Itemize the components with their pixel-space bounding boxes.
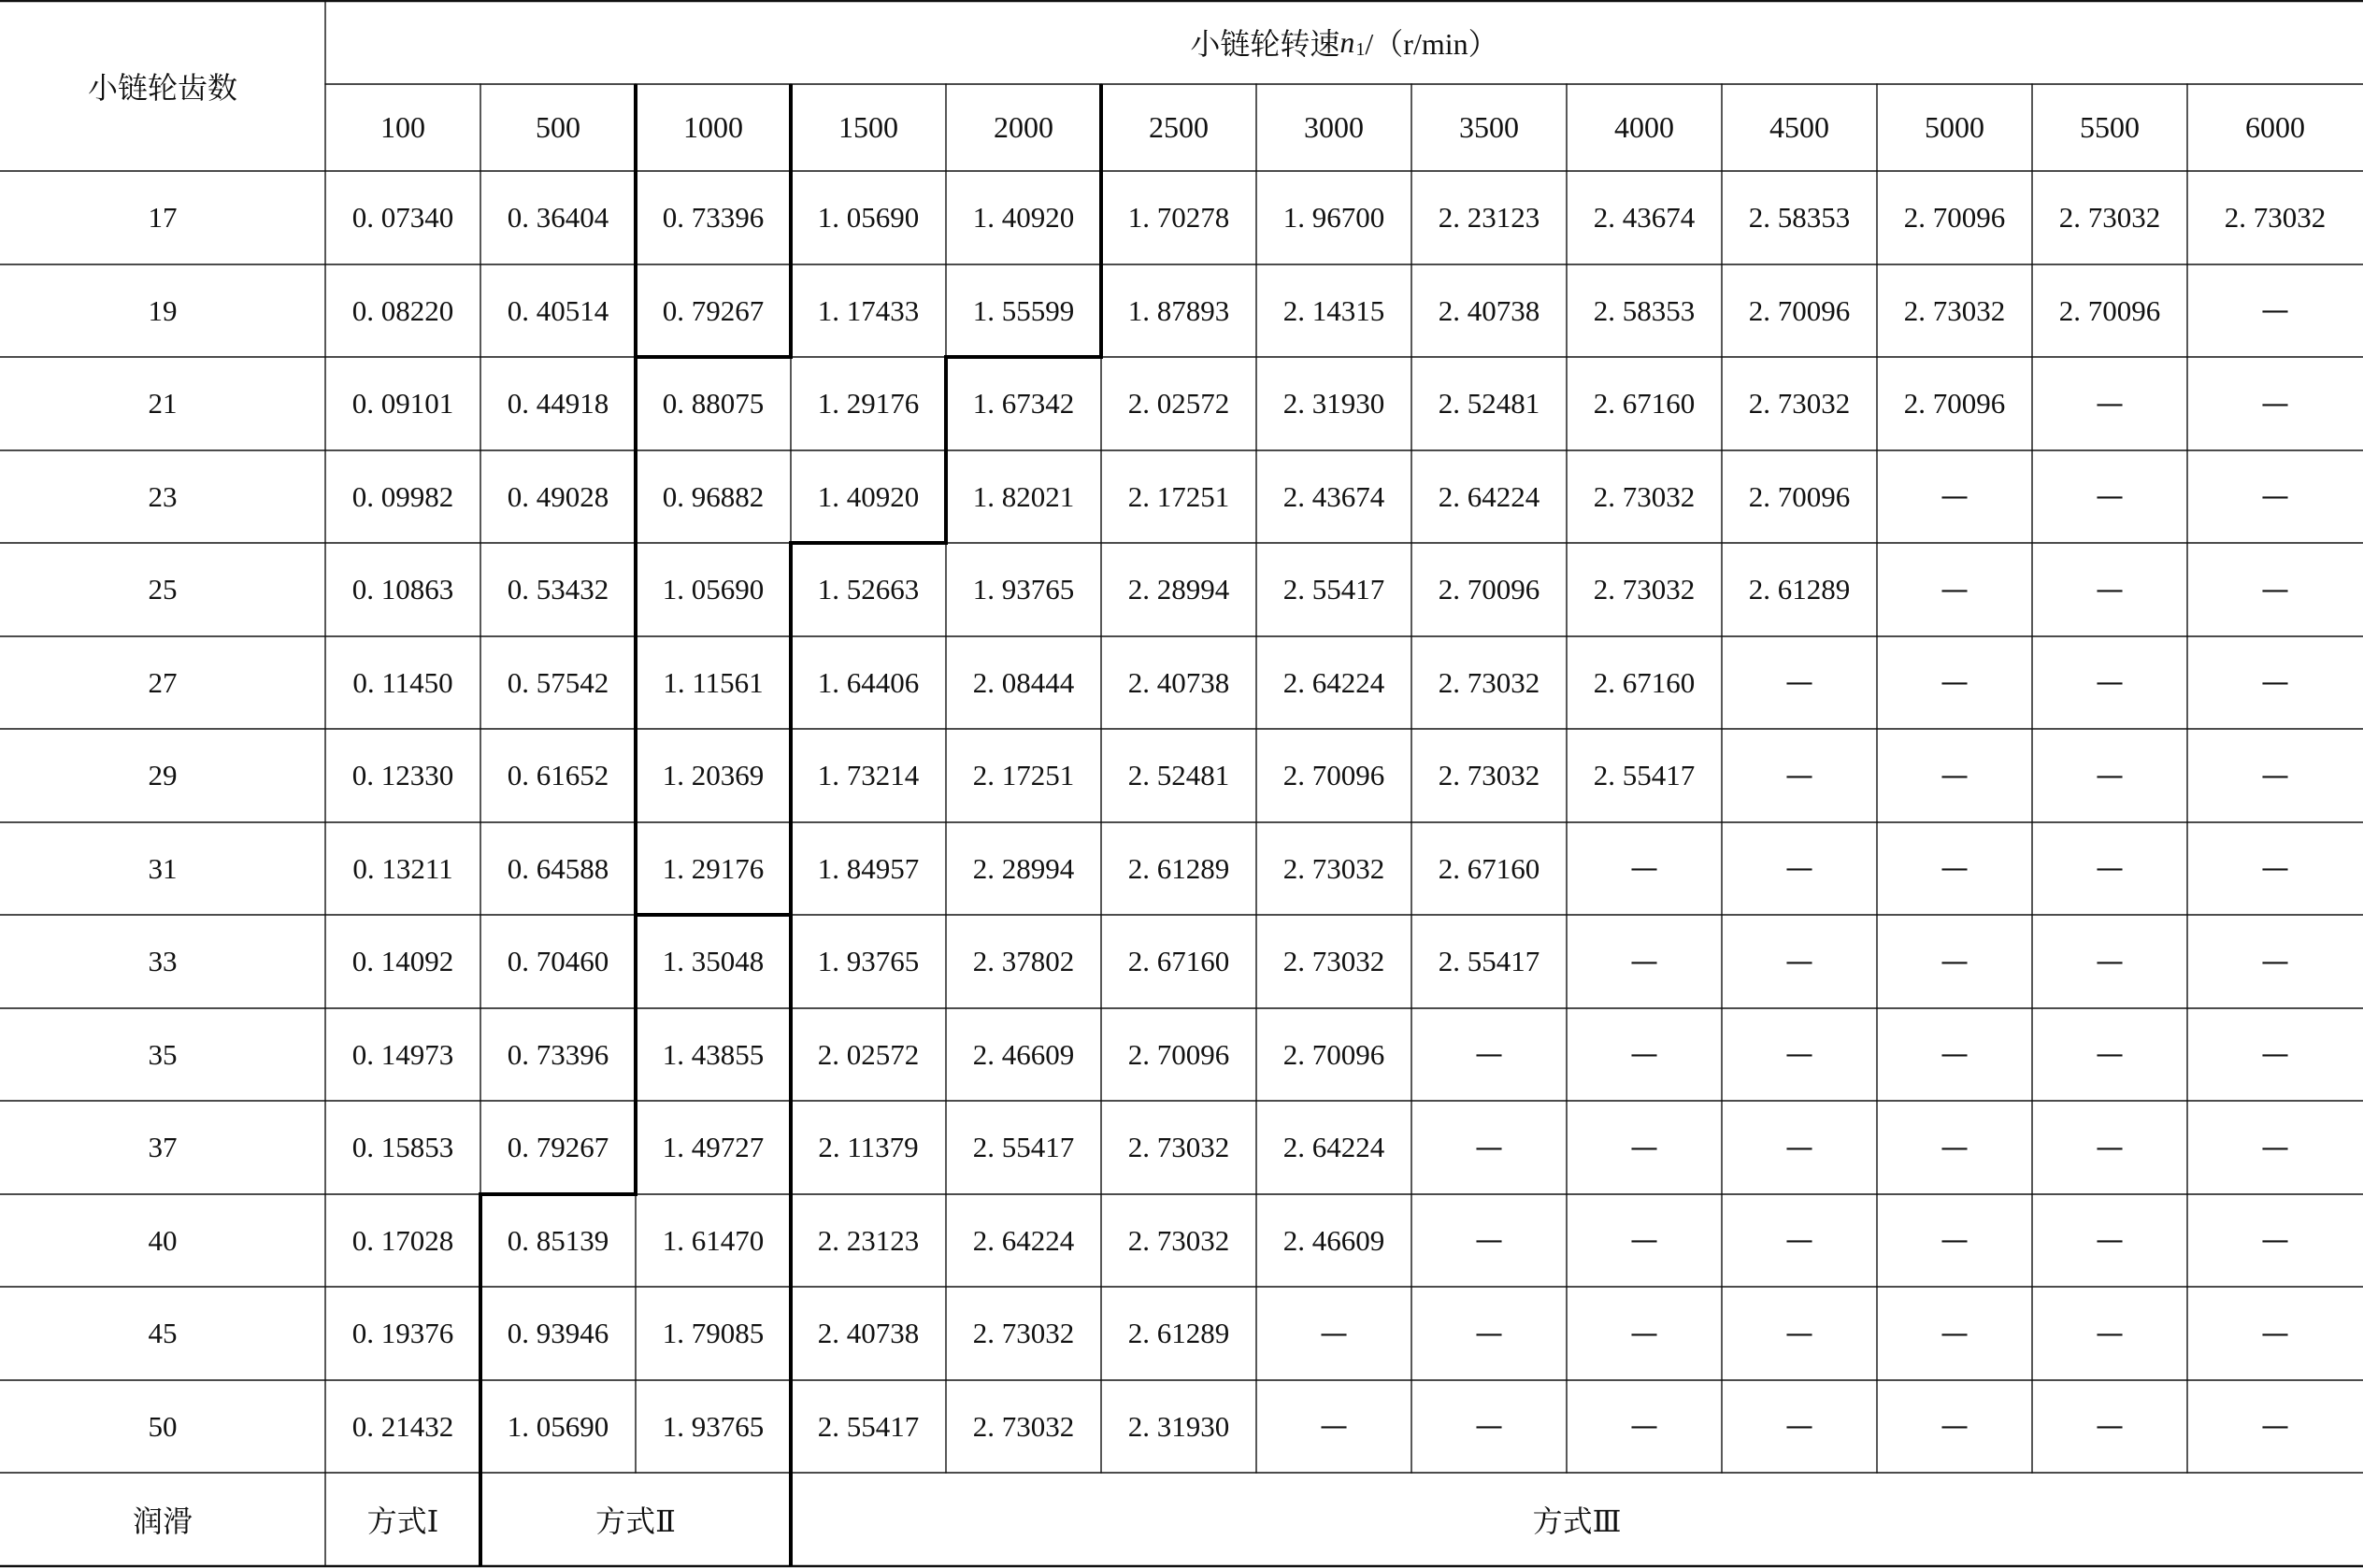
power-value-cell: 2. 52481 xyxy=(1438,387,1540,420)
power-value-cell: 1. 05690 xyxy=(662,573,765,606)
power-value-cell: 2. 02572 xyxy=(1127,387,1230,420)
power-value-cell: 1. 49727 xyxy=(662,1131,765,1163)
power-value-cell: 2. 52481 xyxy=(1127,759,1230,791)
power-value-cell: 0. 49028 xyxy=(507,479,609,513)
power-value-cell: 2. 73032 xyxy=(1593,573,1696,606)
empty-value-cell: — xyxy=(2261,852,2289,885)
power-value-cell: 2. 61289 xyxy=(1127,1317,1230,1349)
lubrication-label: 润滑 xyxy=(132,1504,193,1538)
power-value-cell: 0. 88075 xyxy=(662,387,765,420)
empty-value-cell: — xyxy=(1630,852,1658,885)
power-value-cell: 1. 87893 xyxy=(1127,293,1230,327)
power-value-cell: 1. 61470 xyxy=(662,1223,765,1257)
empty-value-cell: — xyxy=(1941,759,1969,792)
empty-value-cell: — xyxy=(1475,1131,1503,1164)
speed-label-text: 小链轮转速 xyxy=(1190,27,1340,61)
empty-value-cell: — xyxy=(1941,852,1969,885)
empty-value-cell: — xyxy=(2261,294,2289,327)
speed-unit: /（r/min） xyxy=(1365,27,1498,61)
speed-header xyxy=(325,0,2363,84)
power-value-cell: 2. 31930 xyxy=(1127,1409,1230,1443)
teeth-count-cell: 25 xyxy=(148,573,178,606)
power-value-cell: 0. 70460 xyxy=(507,945,609,977)
power-value-cell: 2. 40738 xyxy=(1127,665,1230,699)
power-value-cell: 1. 40920 xyxy=(972,201,1075,234)
power-value-cell: 1. 79085 xyxy=(662,1317,765,1349)
power-value-cell: 2. 64224 xyxy=(1282,665,1385,699)
power-value-cell: 0. 36404 xyxy=(507,201,609,234)
empty-value-cell: — xyxy=(2096,1317,2124,1350)
empty-value-cell: — xyxy=(1785,759,1813,792)
power-value-cell: 2. 70096 xyxy=(1282,759,1385,791)
power-value-cell: 2. 14315 xyxy=(1282,293,1385,327)
empty-value-cell: — xyxy=(1320,1410,1348,1443)
speed-column-header: 3000 xyxy=(1304,110,1364,144)
power-value-cell: 0. 08220 xyxy=(351,293,454,327)
power-value-cell: 1. 70278 xyxy=(1127,201,1230,234)
empty-value-cell: — xyxy=(2096,1410,2124,1443)
power-value-cell: 2. 67160 xyxy=(1127,945,1230,977)
empty-value-cell: — xyxy=(1941,573,1969,606)
power-value-cell: 1. 20369 xyxy=(662,759,765,791)
power-value-cell: 1. 82021 xyxy=(972,479,1075,513)
power-value-cell: 2. 70096 xyxy=(1903,387,2006,420)
empty-value-cell: — xyxy=(1941,666,1969,699)
empty-value-cell: — xyxy=(1785,1317,1813,1350)
teeth-count-cell: 50 xyxy=(148,1409,178,1443)
empty-value-cell: — xyxy=(1785,1038,1813,1071)
power-value-cell: 2. 61289 xyxy=(1748,573,1851,606)
speed-column-header: 1500 xyxy=(838,110,898,144)
power-value-cell: 0. 40514 xyxy=(507,293,609,327)
power-value-cell: 0. 79267 xyxy=(507,1131,609,1163)
power-value-cell: 2. 55417 xyxy=(1282,573,1385,606)
power-value-cell: 1. 43855 xyxy=(662,1037,765,1071)
power-value-cell: 2. 46609 xyxy=(972,1037,1075,1071)
empty-value-cell: — xyxy=(1941,480,1969,513)
lubrication-method-2: 方式Ⅱ xyxy=(595,1504,676,1538)
power-value-cell: 2. 70096 xyxy=(2058,293,2161,327)
speed-column-header: 5000 xyxy=(1925,110,1984,144)
power-value-cell: 1. 05690 xyxy=(817,201,920,234)
power-value-cell: 2. 73032 xyxy=(1282,851,1385,885)
empty-value-cell: — xyxy=(2261,1317,2289,1350)
speed-subscript: 1 xyxy=(1355,38,1366,60)
speed-column-header: 6000 xyxy=(2245,110,2305,144)
speed-symbol: n xyxy=(1339,24,1355,59)
empty-value-cell: — xyxy=(1630,1038,1658,1071)
power-value-cell: 2. 70096 xyxy=(1748,293,1851,327)
power-value-cell: 2. 61289 xyxy=(1127,851,1230,885)
empty-value-cell: — xyxy=(1475,1317,1503,1350)
empty-value-cell: — xyxy=(1941,1038,1969,1071)
power-value-cell: 2. 64224 xyxy=(1282,1131,1385,1163)
power-value-cell: 1. 84957 xyxy=(817,851,920,885)
power-value-cell: 2. 73032 xyxy=(1282,945,1385,977)
power-value-cell: 2. 43674 xyxy=(1593,201,1696,234)
empty-value-cell: — xyxy=(2096,1131,2124,1164)
power-value-cell: 2. 73032 xyxy=(2224,201,2327,234)
lubrication-method-1: 方式Ⅰ xyxy=(366,1504,439,1538)
empty-value-cell: — xyxy=(2261,387,2289,421)
speed-column-header: 2500 xyxy=(1149,110,1209,144)
power-value-cell: 1. 40920 xyxy=(817,479,920,513)
speed-column-header: 4000 xyxy=(1614,110,1674,144)
power-value-cell: 2. 73032 xyxy=(1127,1223,1230,1257)
lubrication-method-3: 方式Ⅲ xyxy=(1532,1504,1622,1538)
empty-value-cell: — xyxy=(2261,666,2289,699)
empty-value-cell: — xyxy=(1320,1317,1348,1350)
speed-column-header: 5500 xyxy=(2080,110,2140,144)
power-value-cell: 1. 05690 xyxy=(507,1409,609,1443)
empty-value-cell: — xyxy=(1941,1224,1969,1257)
power-value-cell: 2. 67160 xyxy=(1438,851,1540,885)
power-value-cell: 0. 85139 xyxy=(507,1223,609,1257)
teeth-count-cell: 31 xyxy=(148,851,178,885)
teeth-count-cell: 19 xyxy=(148,293,178,327)
power-value-cell: 2. 73032 xyxy=(972,1317,1075,1349)
empty-value-cell: — xyxy=(1785,945,1813,978)
power-value-cell: 1. 73214 xyxy=(817,759,920,791)
power-value-cell: 1. 64406 xyxy=(817,665,920,699)
power-value-cell: 2. 31930 xyxy=(1282,387,1385,420)
power-value-cell: 0. 73396 xyxy=(662,201,765,234)
empty-value-cell: — xyxy=(1941,1317,1969,1350)
power-value-cell: 2. 73032 xyxy=(1903,293,2006,327)
power-value-cell: 0. 96882 xyxy=(662,479,765,513)
power-value-cell: 2. 70096 xyxy=(1282,1037,1385,1071)
power-value-cell: 0. 44918 xyxy=(507,387,609,420)
power-value-cell: 2. 58353 xyxy=(1748,201,1851,234)
teeth-count-cell: 29 xyxy=(148,759,178,791)
speed-column-header: 500 xyxy=(536,110,580,144)
teeth-count-cell: 45 xyxy=(148,1317,178,1349)
power-value-cell: 0. 19376 xyxy=(351,1317,454,1349)
power-value-cell: 2. 55417 xyxy=(972,1131,1075,1163)
row-header-teeth: 小链轮齿数 xyxy=(87,70,237,105)
power-value-cell: 2. 64224 xyxy=(972,1223,1075,1257)
power-value-cell: 0. 15853 xyxy=(351,1131,454,1163)
empty-value-cell: — xyxy=(1785,1410,1813,1443)
power-value-cell: 1. 29176 xyxy=(662,851,765,885)
power-value-cell: 2. 73032 xyxy=(1748,387,1851,420)
speed-column-header: 4500 xyxy=(1769,110,1829,144)
empty-value-cell: — xyxy=(1630,1410,1658,1443)
empty-value-cell: — xyxy=(1785,852,1813,885)
power-value-cell: 2. 17251 xyxy=(1127,479,1230,513)
power-value-cell: 2. 37802 xyxy=(972,945,1075,977)
power-value-cell: 1. 17433 xyxy=(817,293,920,327)
power-value-cell: 1. 93765 xyxy=(972,573,1075,606)
empty-value-cell: — xyxy=(1785,1224,1813,1257)
power-value-cell: 0. 10863 xyxy=(351,573,454,606)
empty-value-cell: — xyxy=(2096,573,2124,606)
empty-value-cell: — xyxy=(2096,852,2124,885)
empty-value-cell: — xyxy=(2096,1224,2124,1257)
empty-value-cell: — xyxy=(2261,573,2289,606)
empty-value-cell: — xyxy=(1475,1410,1503,1443)
power-value-cell: 2. 23123 xyxy=(817,1223,920,1257)
power-value-cell: 2. 64224 xyxy=(1438,479,1540,513)
empty-value-cell: — xyxy=(2096,1038,2124,1071)
power-value-cell: 1. 35048 xyxy=(662,945,765,977)
power-value-cell: 2. 55417 xyxy=(1593,759,1696,791)
empty-value-cell: — xyxy=(1475,1224,1503,1257)
power-value-cell: 0. 64588 xyxy=(507,851,609,885)
power-value-cell: 1. 67342 xyxy=(972,387,1075,420)
power-value-cell: 2. 73032 xyxy=(2058,201,2161,234)
power-value-cell: 2. 73032 xyxy=(1438,665,1540,699)
power-value-cell: 0. 21432 xyxy=(351,1409,454,1443)
power-value-cell: 2. 70096 xyxy=(1127,1037,1230,1071)
power-value-cell: 1. 52663 xyxy=(817,573,920,606)
power-value-cell: 0. 12330 xyxy=(351,759,454,791)
power-value-cell: 1. 29176 xyxy=(817,387,920,420)
power-value-cell: 0. 61652 xyxy=(507,759,609,791)
empty-value-cell: — xyxy=(2096,945,2124,978)
power-value-cell: 0. 09982 xyxy=(351,479,454,513)
empty-value-cell: — xyxy=(1941,1410,1969,1443)
empty-value-cell: — xyxy=(2261,945,2289,978)
power-value-cell: 2. 08444 xyxy=(972,665,1075,699)
teeth-count-cell: 23 xyxy=(148,479,178,513)
power-value-cell: 1. 96700 xyxy=(1282,201,1385,234)
power-value-cell: 0. 14092 xyxy=(351,945,454,977)
power-value-cell: 0. 13211 xyxy=(352,851,453,885)
empty-value-cell: — xyxy=(2261,480,2289,513)
power-value-cell: 2. 11379 xyxy=(818,1131,919,1163)
speed-column-header: 1000 xyxy=(683,110,743,144)
power-value-cell: 2. 55417 xyxy=(817,1409,920,1443)
power-value-cell: 0. 79267 xyxy=(662,293,765,327)
empty-value-cell: — xyxy=(2096,666,2124,699)
teeth-count-cell: 17 xyxy=(148,201,178,234)
power-value-cell: 2. 67160 xyxy=(1593,387,1696,420)
empty-value-cell: — xyxy=(1630,1131,1658,1164)
power-value-cell: 2. 73032 xyxy=(1438,759,1540,791)
empty-value-cell: — xyxy=(1630,945,1658,978)
power-value-cell: 2. 55417 xyxy=(1438,945,1540,977)
teeth-count-cell: 40 xyxy=(148,1223,178,1257)
empty-value-cell: — xyxy=(1941,945,1969,978)
teeth-count-cell: 27 xyxy=(148,665,178,699)
empty-value-cell: — xyxy=(1941,1131,1969,1164)
teeth-count-cell: 37 xyxy=(148,1131,178,1163)
empty-value-cell: — xyxy=(2261,1224,2289,1257)
power-value-cell: 2. 17251 xyxy=(972,759,1075,791)
power-value-cell: 1. 55599 xyxy=(972,293,1075,327)
empty-value-cell: — xyxy=(1785,1131,1813,1164)
empty-value-cell: — xyxy=(2261,1131,2289,1164)
empty-value-cell: — xyxy=(2096,387,2124,421)
power-value-cell: 2. 73032 xyxy=(1127,1131,1230,1163)
power-value-cell: 2. 70096 xyxy=(1748,479,1851,513)
power-value-cell: 2. 70096 xyxy=(1438,573,1540,606)
empty-value-cell: — xyxy=(2096,759,2124,792)
empty-value-cell: — xyxy=(2261,1410,2289,1443)
empty-value-cell: — xyxy=(1785,666,1813,699)
power-value-cell: 1. 11561 xyxy=(663,665,764,699)
power-value-cell: 1. 93765 xyxy=(662,1409,765,1443)
power-value-cell: 2. 43674 xyxy=(1282,479,1385,513)
teeth-count-cell: 33 xyxy=(148,945,178,977)
power-value-cell: 0. 53432 xyxy=(507,573,609,606)
power-value-cell: 0. 09101 xyxy=(351,387,454,420)
power-value-cell: 0. 93946 xyxy=(507,1317,609,1349)
power-value-cell: 0. 73396 xyxy=(507,1037,609,1071)
empty-value-cell: — xyxy=(2261,759,2289,792)
power-value-cell: 2. 46609 xyxy=(1282,1223,1385,1257)
power-value-cell: 2. 28994 xyxy=(1127,573,1230,606)
power-value-cell: 1. 93765 xyxy=(817,945,920,977)
speed-column-header: 100 xyxy=(380,110,425,144)
empty-value-cell: — xyxy=(1630,1317,1658,1350)
power-value-cell: 2. 58353 xyxy=(1593,293,1696,327)
power-value-cell: 2. 73032 xyxy=(972,1409,1075,1443)
power-value-cell: 2. 70096 xyxy=(1903,201,2006,234)
power-value-cell: 2. 28994 xyxy=(972,851,1075,885)
power-value-cell: 2. 67160 xyxy=(1593,665,1696,699)
empty-value-cell: — xyxy=(1630,1224,1658,1257)
power-value-cell: 0. 57542 xyxy=(507,665,609,699)
speed-column-header: 2000 xyxy=(994,110,1053,144)
speed-column-header: 3500 xyxy=(1459,110,1519,144)
power-value-cell: 0. 17028 xyxy=(351,1223,454,1257)
power-value-cell: 2. 23123 xyxy=(1438,201,1540,234)
power-value-cell: 0. 07340 xyxy=(351,201,454,234)
power-value-cell: 2. 40738 xyxy=(1438,293,1540,327)
power-value-cell: 0. 14973 xyxy=(351,1037,454,1071)
power-value-cell: 2. 73032 xyxy=(1593,479,1696,513)
empty-value-cell: — xyxy=(2261,1038,2289,1071)
power-value-cell: 2. 02572 xyxy=(817,1037,920,1071)
power-value-cell: 2. 40738 xyxy=(817,1317,920,1349)
empty-value-cell: — xyxy=(2096,480,2124,513)
teeth-count-cell: 21 xyxy=(148,387,178,420)
power-value-cell: 0. 11450 xyxy=(352,665,453,699)
empty-value-cell: — xyxy=(1475,1038,1503,1071)
teeth-count-cell: 35 xyxy=(148,1037,178,1071)
